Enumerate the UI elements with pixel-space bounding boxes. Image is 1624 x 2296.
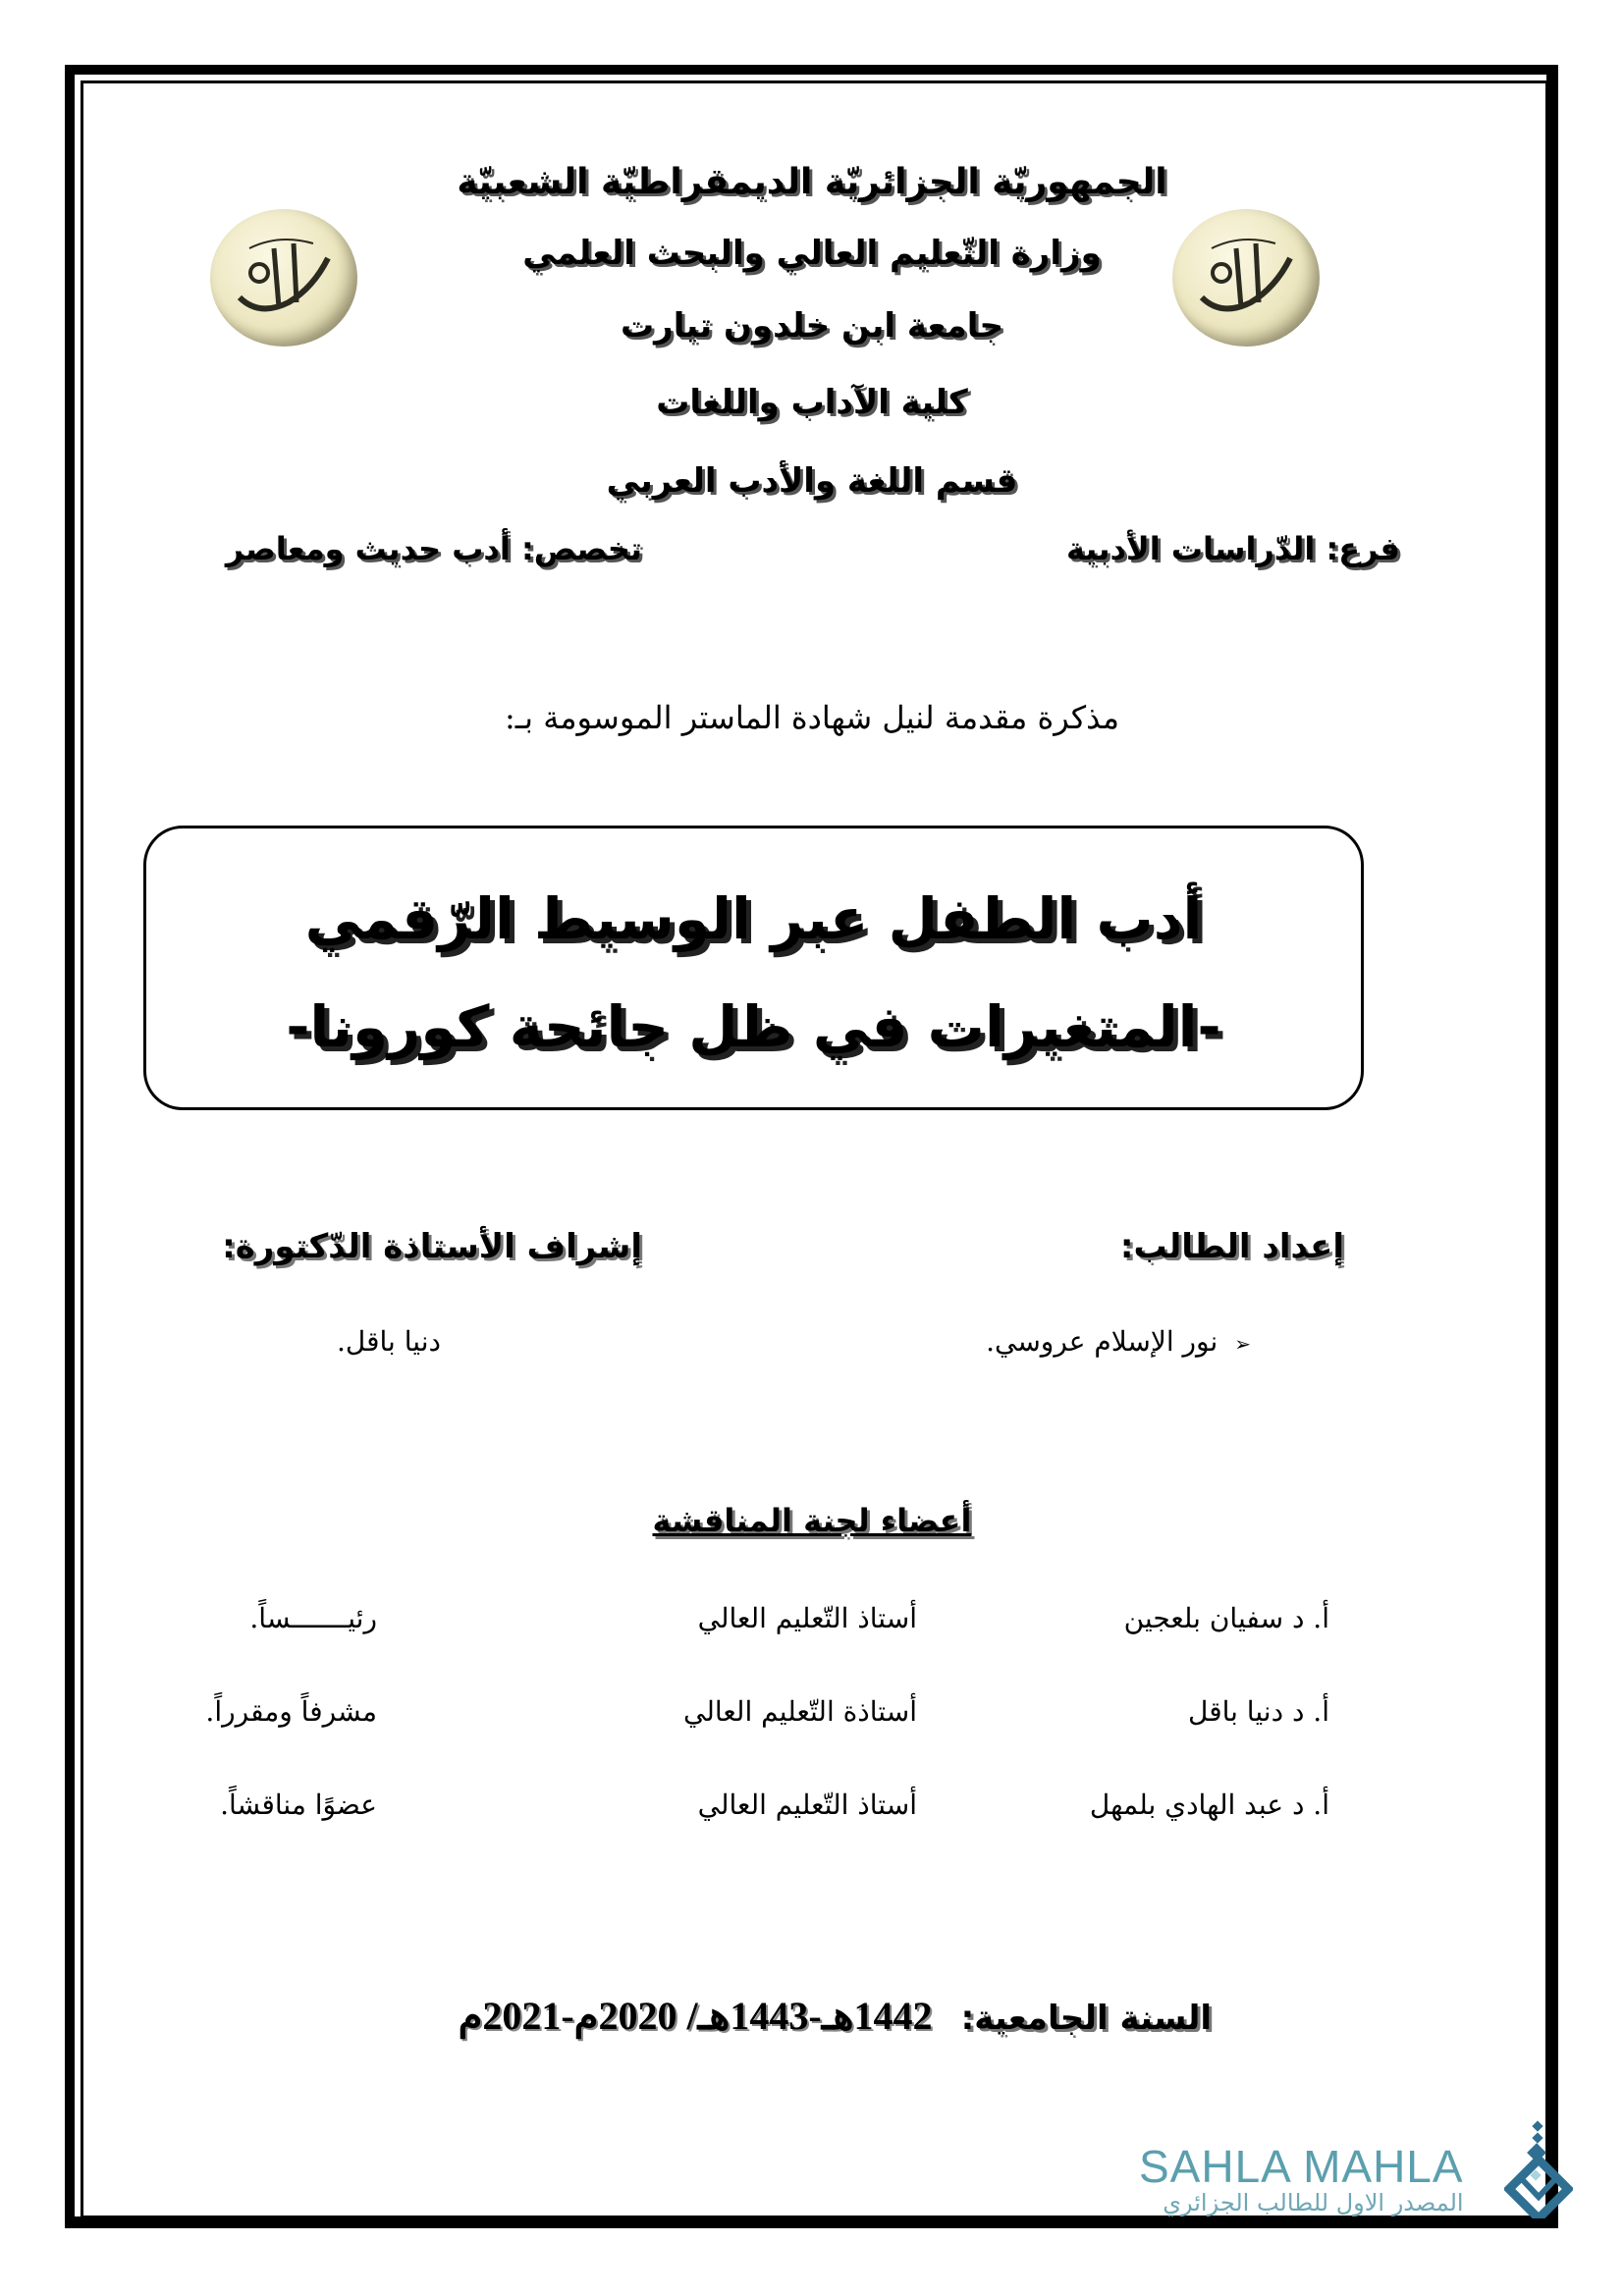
branch-label: فرع: bbox=[1326, 530, 1400, 567]
branch-value: الدّراسات الأدبية bbox=[1066, 530, 1316, 567]
academic-year-label: السنة الجامعية: bbox=[960, 1999, 1212, 2038]
thesis-title-line-2: -المتغيرات في ظل جائحة كورونا- bbox=[286, 993, 1221, 1060]
watermark-tagline: المصدر الاول للطالب الجزائري bbox=[1163, 2189, 1464, 2216]
sahla-mahla-watermark bbox=[1139, 2140, 1464, 2216]
specialty-value: أدب حديث ومعاصر bbox=[225, 530, 511, 567]
watermark-brand: SAHLA MAHLA bbox=[1139, 2141, 1464, 2192]
branch-field bbox=[1066, 530, 1400, 567]
student-label: إعداد الطالب: bbox=[1119, 1227, 1344, 1266]
faculty-heading: كلية الآداب واللغات bbox=[656, 383, 968, 422]
sahla-mahla-logo-icon bbox=[1504, 2120, 1573, 2218]
bullet-arrow-icon: ➢ bbox=[1234, 1332, 1251, 1356]
supervisor-name: دنيا باقل. bbox=[337, 1325, 441, 1358]
specialty-field bbox=[226, 530, 642, 567]
committee-member-rank: أستاذة التّعليم العالي bbox=[683, 1695, 917, 1728]
committee-member-name: أ. د سفيان بلعجين bbox=[1123, 1602, 1329, 1634]
student-name: نور الإسلام عروسي. bbox=[986, 1325, 1218, 1358]
thesis-intro: مذكرة مقدمة لنيل شهادة الماستر الموسومة بـ: bbox=[504, 699, 1120, 736]
supervisor-label: إشراف الأستاذة الدّكتورة: bbox=[222, 1227, 642, 1266]
academic-year bbox=[459, 1993, 1212, 2039]
committee-member-name: أ. د عبد الهادي بلمهل bbox=[1089, 1789, 1329, 1821]
university-heading: جامعة ابن خلدون تيارت bbox=[621, 306, 1003, 346]
student-entry bbox=[986, 1325, 1251, 1358]
committee-title-wrap bbox=[0, 1502, 1624, 1539]
republic-heading: الجمهوريّة الجزائريّة الديمقراطيّة الشعبيّة bbox=[457, 162, 1167, 202]
thesis-title-line-1: أدب الطفل عبر الوسيط الرّقمي bbox=[304, 885, 1203, 952]
ministry-heading: وزارة التّعليم العالي والبحث العلمي bbox=[522, 234, 1102, 273]
department-heading: قسم اللغة والأدب العربي bbox=[606, 461, 1018, 501]
specialty-label: تخصص: bbox=[520, 530, 642, 567]
committee-member-name: أ. د دنيا باقل bbox=[1187, 1695, 1329, 1728]
committee-title: أعضاء لجنة المناقشة bbox=[652, 1502, 972, 1539]
committee-member-role: مشرفاً ومقرراً. bbox=[205, 1695, 377, 1728]
committee-member-rank: أستاذ التّعليم العالي bbox=[697, 1789, 917, 1821]
committee-member-rank: أستاذ التّعليم العالي bbox=[697, 1602, 917, 1634]
academic-year-value: 1442هـ-1443هـ/ 2020م-2021م bbox=[458, 1994, 933, 2038]
committee-member-role: رئيـــــــساً. bbox=[249, 1602, 377, 1634]
committee-member-role: عضوًا مناقشاً. bbox=[220, 1789, 377, 1821]
thesis-title-box bbox=[143, 826, 1364, 1110]
